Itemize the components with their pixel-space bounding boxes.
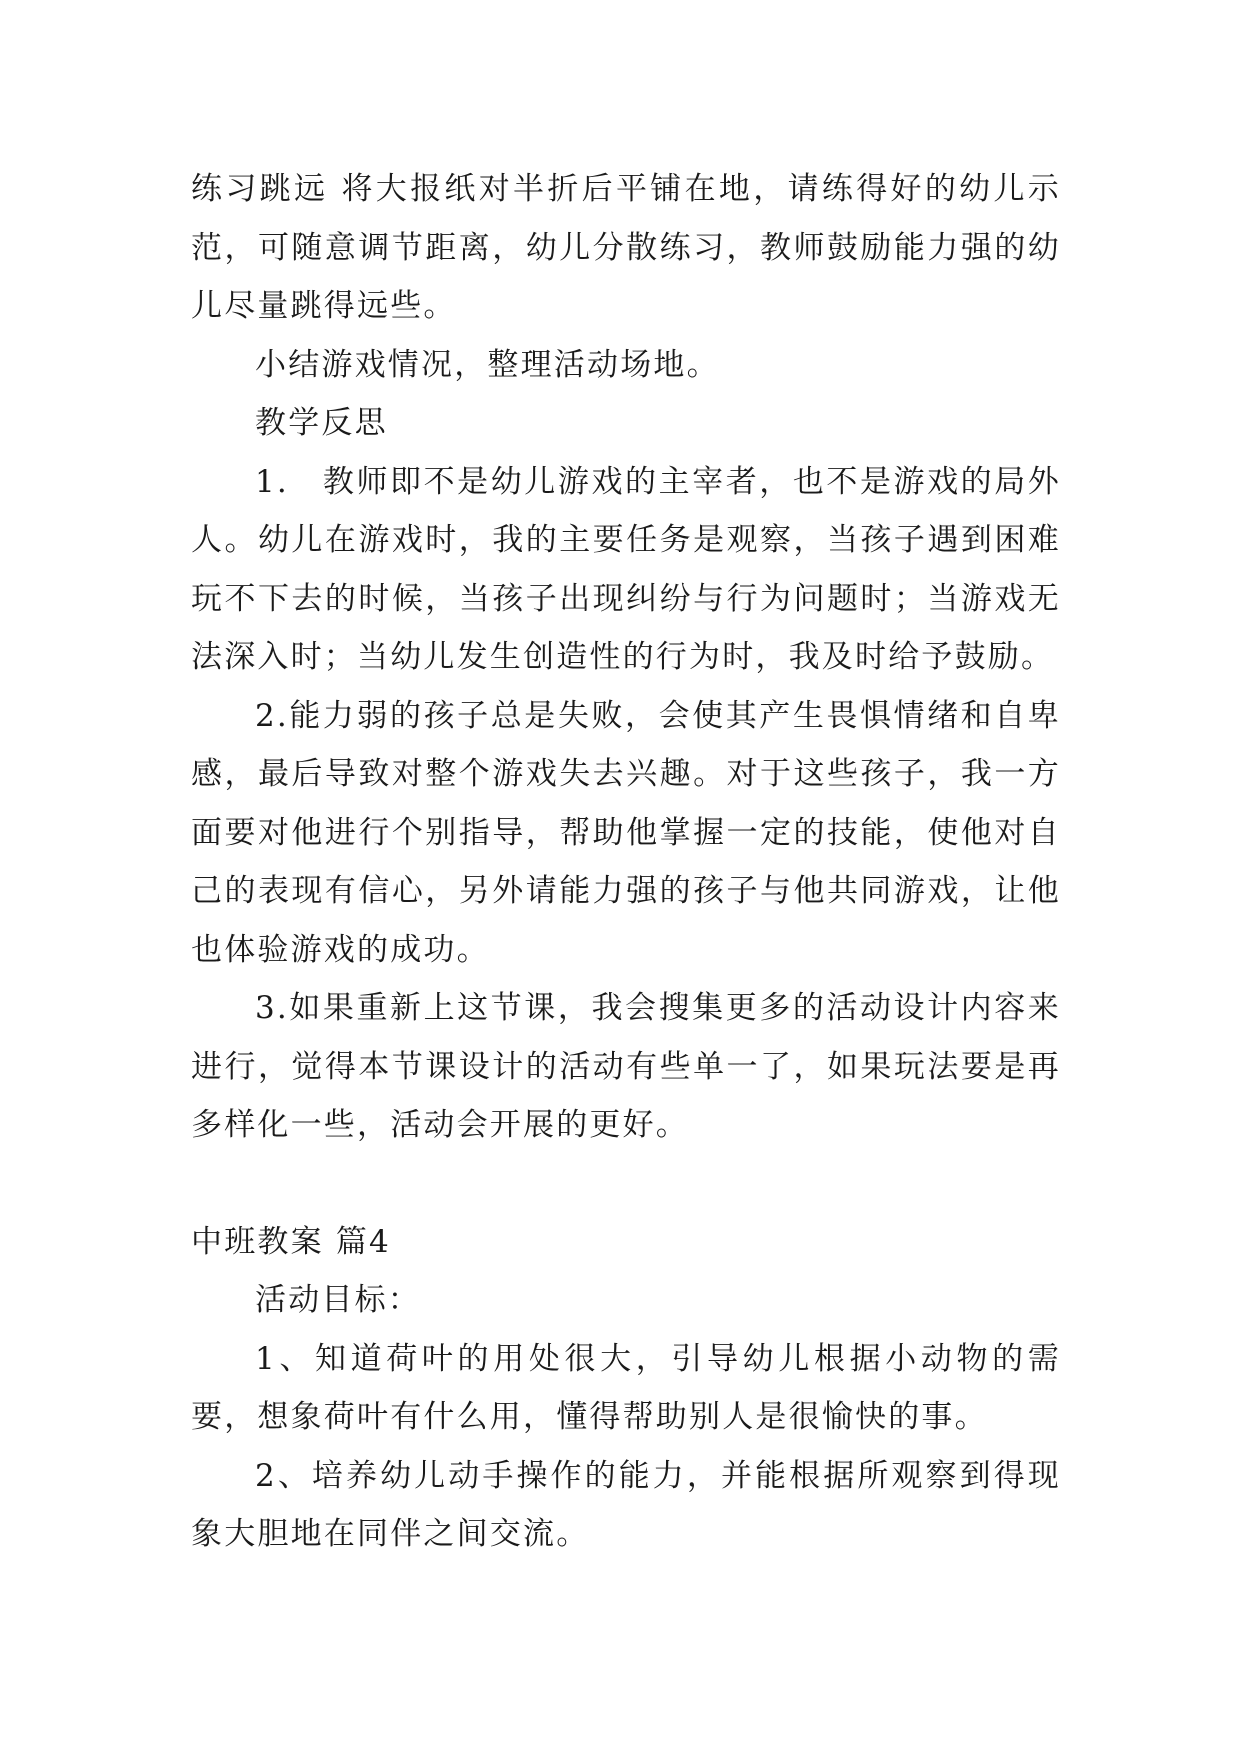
paragraph-long-jump-practice: 练习跳远 将大报纸对半折后平铺在地，请练得好的幼儿示范，可随意调节距离，幼儿分散练习，教师鼓励能力强的幼儿尽量跳得远些。: [191, 171, 1061, 324]
document-body: [191, 160, 1061, 1564]
paragraph-goal-2: 2、培养幼儿动手操作的能力，并能根据所观察到得现象大胆地在同伴之间交流。: [191, 1457, 1061, 1552]
paragraph-goal-1: 1、知道荷叶的用处很大，引导幼儿根据小动物的需要，想象荷叶有什么用，懂得帮助别人是很愉快的事。: [191, 1340, 1061, 1435]
paragraph-reflection-2: 2.能力弱的孩子总是失败，会使其产生畏惧情绪和自卑感，最后导致对整个游戏失去兴趣。对于这些孩子，我一方面要对他进行个别指导，帮助他掌握一定的技能，使他对自己的表现有信心，另外请能力强的孩子与他共同游戏，让他也体验游戏的成功。: [191, 697, 1061, 968]
paragraph-activity-goals: 活动目标：: [255, 1282, 421, 1318]
paragraph-summary: 小结游戏情况，整理活动场地。: [255, 346, 720, 383]
paragraph-reflection-3: 3.如果重新上这节课，我会搜集更多的活动设计内容来进行，觉得本节课设计的活动有些单一了，如果玩法要是再多样化一些，活动会开展的更好。: [191, 990, 1061, 1143]
paragraph-reflection-1: 1. 教师即不是幼儿游戏的主宰者，也不是游戏的局外人。幼儿在游戏时，我的主要任务是观察，当孩子遇到困难玩不下去的时候，当孩子出现纠纷与行为问题时；当游戏无法深入时；当幼儿发生创造性的行为时，我及时给予鼓励。: [191, 463, 1061, 675]
section-title: 中班教案 篇4: [191, 1223, 391, 1260]
paragraph-reflection-heading: 教学反思: [255, 405, 388, 441]
